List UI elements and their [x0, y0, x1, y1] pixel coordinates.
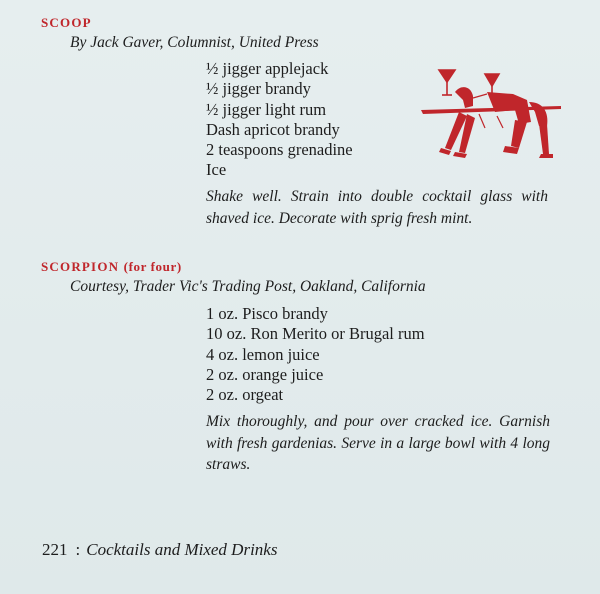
ingredient-item: 10 oz. Ron Merito or Brugal rum: [206, 324, 425, 344]
ingredient-item: 2 teaspoons grenadine: [206, 140, 353, 160]
book-title: Cocktails and Mixed Drinks: [86, 540, 278, 559]
ingredient-item: 2 oz. orange juice: [206, 364, 324, 384]
ingredient-item: ½ jigger applejack: [206, 59, 329, 78]
recipe-instructions-scoop: Shake well. Strain into double cocktail glass with shaved ice. Decorate with sprig fresh mint.: [206, 188, 548, 227]
page-number: 221: [42, 540, 68, 559]
ingredient-item: 1 oz. Pisco brandy: [206, 304, 328, 323]
couple-with-cocktails-illustration: [415, 62, 565, 167]
recipe-title-text: SCORPION: [41, 259, 120, 274]
ingredient-list-scoop: [206, 59, 353, 181]
page-footer: [42, 540, 277, 560]
ingredient-item: ½ jigger light rum: [206, 99, 327, 119]
recipe-title-scoop: [41, 15, 92, 31]
recipe-title-text: SCOOP: [41, 15, 92, 30]
ingredient-item: ½ jigger brandy: [206, 79, 311, 99]
ingredient-item: 4 oz. lemon juice: [206, 344, 320, 364]
recipe-byline-scorpion: Courtesy, Trader Vic's Trading Post, Oakland, California: [70, 278, 426, 295]
recipe-byline-scoop: By Jack Gaver, Columnist, United Press: [70, 34, 319, 51]
ingredient-list-scorpion: [206, 304, 425, 405]
recipe-title-scorpion: [41, 259, 182, 275]
footer-separator: :: [75, 540, 81, 559]
ingredient-item: 2 oz. orgeat: [206, 385, 284, 405]
recipe-instructions-scorpion: Mix thoroughly, and pour over cracked ice. Garnish with fresh gardenias. Serve in a large bowl with 4 long straws.: [206, 413, 550, 473]
ingredient-item: Ice: [206, 160, 227, 180]
ingredient-item: Dash apricot brandy: [206, 119, 340, 139]
recipe-title-suffix: (for four): [123, 259, 182, 274]
